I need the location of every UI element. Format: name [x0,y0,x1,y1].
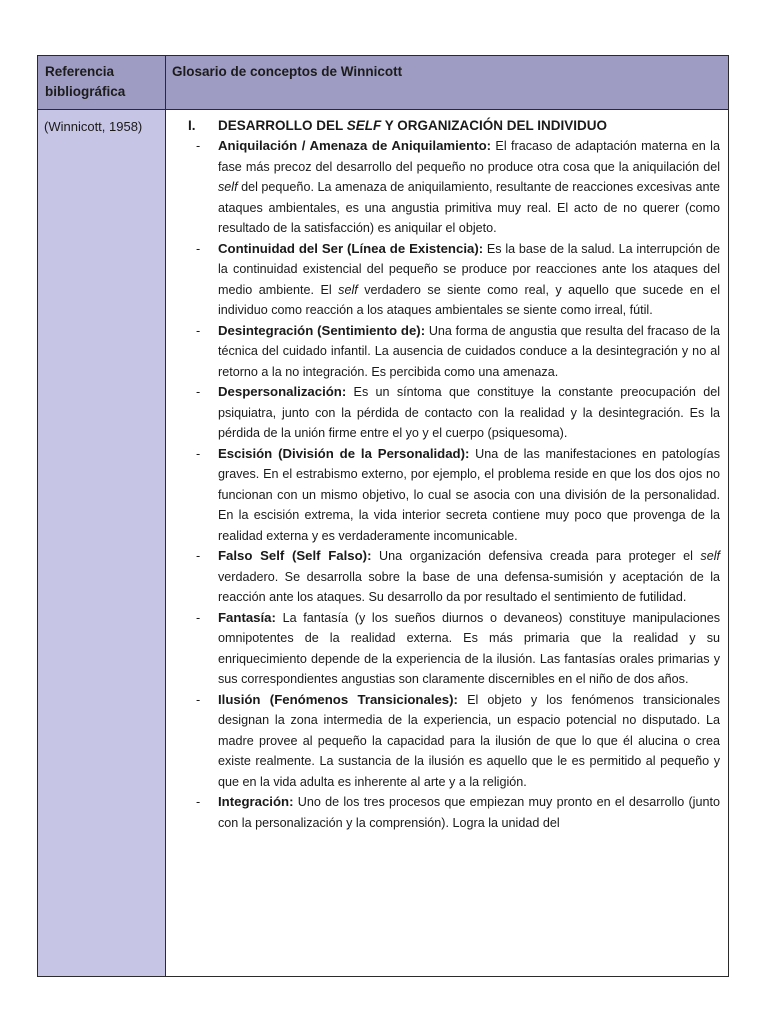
glossary-definition [218,795,720,830]
glossary-term: Ilusión (Fenómenos Transicionales): [218,691,458,707]
glossary-entry [166,608,720,690]
header-glossary: Glosario de conceptos de Winnicott [172,64,403,79]
table-header-row [38,56,728,110]
glossary-term: Fantasía: [218,609,276,625]
glossary-term: Aniquilación / Amenaza de Aniquilamiento: [218,138,492,153]
section-title-italic: SELF [346,118,382,133]
header-reference: Referencia bibliográfica [38,56,166,109]
glossary-term: Desintegración (Sentimiento de): [218,322,426,338]
definition-text: verdadero. Se desarrolla sobre la base de una defensa-sumisión y aceptación de la reacción ante los ataques. Su desarrollo da por resultado el sentimiento de futilidad. [218,569,720,604]
glossary-term: Despersonalización: [218,384,347,399]
definition-text: Una forma de angustia que resulta del fracaso de la técnica del cuidado infantil. La ausencia de cuidados conduce a la desintegración y no al retorno a la no integración. Es percibida como una amenaza. [218,323,720,379]
glossary-content-cell [166,110,728,976]
section-heading [166,116,720,136]
glossary-table [37,55,729,977]
glossary-entries-list [166,136,720,833]
glossary-term: Integración: [218,794,294,809]
glossary-entry [166,382,720,444]
glossary-term: Continuidad del Ser (Línea de Existencia): [218,240,484,256]
glossary-entry [166,444,720,547]
glossary-entry [166,239,720,321]
definition-italic-text: self [700,549,720,563]
section-title-after: Y ORGANIZACIÓN DEL INDIVIDUO [381,118,608,133]
list-bullet-dash: - [196,385,201,399]
glossary-term: Falso Self (Self Falso): [218,548,372,563]
definition-italic-text: self [218,180,238,194]
reference-cell: (Winnicott, 1958) [38,110,166,976]
section-title-before: DESARROLLO DEL [218,118,347,133]
definition-text: La fantasía (y los sueños diurnos o devaneos) constituye manipulaciones omnipotentes de la realidad externa. Es más primaria que la realidad y su enriquecimiento depende de la experiencia de la ilusión. Las fantasías orales primarias y sus correspondientes angustias son claramente discernibles en el niño de dos años. [218,610,720,686]
definition-italic-text: self [338,282,358,297]
list-bullet-dash: - [196,692,201,707]
definition-text: Uno de los tres procesos que empiezan muy pronto en el desarrollo (junto con la personalización y la comprensión). Logra la unidad del [218,795,720,830]
section-title [218,116,607,136]
definition-text: verdadero se siente como real, y aquello que sucede en el individuo como reacción a los ataques ambientales se siente como irreal, fútil. [218,282,720,317]
list-bullet-dash: - [196,610,201,625]
glossary-definition [218,611,720,687]
definition-text: Una de las manifestaciones en patologías graves. En el estrabismo externo, por ejemplo, el problema reside en que los dos ojos no funcionan con un mismo objetivo, lo cual se asocia con una división de la personalidad. En la escisión extrema, la vida interior secreta contiene muy poco que provenga de la realidad externa y es verdaderamente incomunicable. [218,446,720,543]
definition-text: del pequeño. La amenaza de aniquilamiento, resultante de reacciones excesivas ante ataques ambientales, es una angustia primitiva muy real. El acto de no querer (como resultado de la satisfacción) es aniquilar el objeto. [218,180,720,235]
definition-text: El fracaso de adaptación materna en la fase más precoz del desarrollo del pequeño no produce otra cosa que la aniquilación del [218,139,720,174]
list-bullet-dash: - [196,446,201,461]
glossary-definition [218,139,720,235]
list-bullet-dash: - [196,323,201,338]
definition-text: El objeto y los fenómenos transicionales designan la zona intermedia de la experiencia, un espacio potencial no disputado. La madre provee al pequeño la capacidad para la ilusión de que lo que él alucina o crea existe realmente. La sustancia de la ilusión es aquello que le es permitido al pequeño y que en la vida adulta es inherente al arte y a la religión. [218,692,721,789]
list-bullet-dash: - [196,241,201,256]
definition-text: Es un síntoma que constituye la constante preocupación del psiquiatra, junto con la pérdida de contacto con la realidad y la desintegración. Es la pérdida de la unión firme entre el yo y el cuerpo (psiquesoma). [218,385,720,440]
glossary-entry [166,321,720,383]
table-body-row [38,110,728,976]
glossary-entry [166,136,720,239]
definition-text: Una organización defensiva creada para proteger el [371,549,701,563]
glossary-entry [166,690,720,793]
section-number: I. [188,118,196,133]
glossary-entry [166,792,720,833]
glossary-entry [166,546,720,608]
definition-text: Es la base de la salud. La interrupción de la continuidad existencial del pequeño se produce por reacciones ante los ataques del medio ambiente. El [218,241,720,297]
list-bullet-dash: - [196,795,201,809]
glossary-term: Escisión (División de la Personalidad): [218,445,470,461]
list-bullet-dash: - [196,139,201,153]
list-bullet-dash: - [196,549,201,563]
